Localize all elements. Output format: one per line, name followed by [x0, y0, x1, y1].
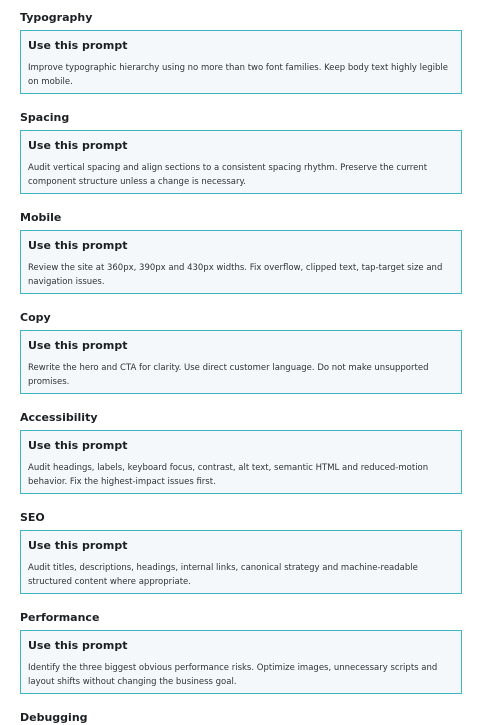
section-mobile [20, 211, 462, 294]
prompt-card[interactable] [20, 230, 462, 294]
prompt-card[interactable] [20, 330, 462, 394]
section-title: Accessibility [20, 411, 98, 424]
section-title: Spacing [20, 111, 70, 124]
prompt-text: Audit titles, descriptions, headings, internal links, canonical strategy and machine-readable structured content where appropriate. [28, 563, 418, 587]
prompt-text: Improve typographic hierarchy using no more than two font families. Keep body text highly legible on mobile. [28, 63, 448, 87]
prompt-card[interactable] [20, 530, 462, 594]
card-title: Use this prompt [28, 239, 128, 252]
section-seo [20, 511, 462, 594]
prompt-text: Rewrite the hero and CTA for clarity. Use direct customer language. Do not make unsupported promises. [28, 363, 429, 387]
section-copy [20, 311, 462, 394]
section-performance [20, 611, 462, 694]
card-title: Use this prompt [28, 639, 128, 652]
card-title: Use this prompt [28, 339, 128, 352]
prompt-card[interactable] [20, 430, 462, 494]
section-debugging [20, 711, 462, 725]
prompt-text: Audit vertical spacing and align sections to a consistent spacing rhythm. Preserve the current component structure unless a change is necessary. [28, 163, 428, 187]
section-typography [20, 11, 462, 94]
card-title: Use this prompt [28, 39, 128, 52]
prompt-card[interactable] [20, 630, 462, 694]
card-title: Use this prompt [28, 139, 128, 152]
section-title: Mobile [20, 211, 62, 224]
section-title: Performance [20, 611, 100, 624]
section-title: Debugging [20, 711, 88, 724]
prompt-text: Audit headings, labels, keyboard focus, contrast, alt text, semantic HTML and reduced-motion behavior. Fix the highest-impact issues first. [28, 463, 429, 487]
card-title: Use this prompt [28, 439, 128, 452]
section-spacing [20, 111, 462, 194]
prompt-text: Review the site at 360px, 390px and 430px widths. Fix overflow, clipped text, tap-target size and navigation issues. [28, 263, 443, 287]
section-title: Typography [20, 11, 93, 24]
section-title: SEO [20, 511, 45, 524]
prompt-card[interactable] [20, 130, 462, 194]
prompt-card[interactable] [20, 30, 462, 94]
prompt-text: Identify the three biggest obvious performance risks. Optimize images, unnecessary scripts and layout shifts without changing the business goal. [28, 663, 438, 687]
section-accessibility [20, 411, 462, 494]
section-title: Copy [20, 311, 51, 324]
card-title: Use this prompt [28, 539, 128, 552]
